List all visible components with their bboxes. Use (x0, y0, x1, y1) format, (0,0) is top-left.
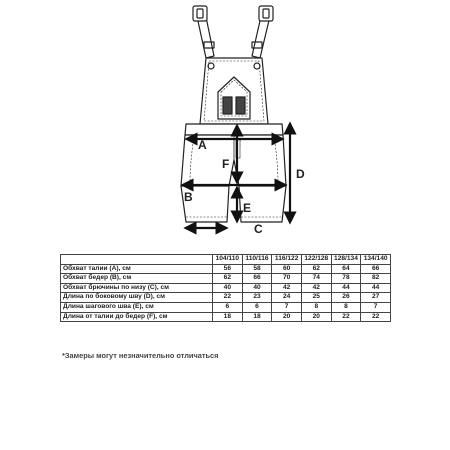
value-cell: 40 (242, 283, 272, 293)
value-cell: 42 (272, 283, 302, 293)
value-cell: 44 (331, 283, 361, 293)
value-cell: 62 (213, 274, 243, 284)
value-cell: 20 (301, 312, 331, 322)
label-f: F (222, 157, 230, 171)
size-table (60, 254, 391, 322)
label-d: D (296, 167, 305, 181)
value-cell: 24 (272, 293, 302, 303)
parameter-cell: Длина шагового шва (E), см (61, 302, 213, 312)
column-header-size: 104/110 (213, 255, 243, 265)
table-row (61, 283, 391, 293)
value-cell: 18 (242, 312, 272, 322)
value-cell: 7 (272, 302, 302, 312)
waistband (185, 124, 283, 135)
value-cell: 56 (213, 264, 243, 274)
table-row (61, 293, 391, 303)
value-cell: 66 (242, 274, 272, 284)
value-cell: 8 (301, 302, 331, 312)
value-cell: 60 (272, 264, 302, 274)
table-row (61, 274, 391, 284)
label-e: E (243, 201, 252, 215)
parameter-cell: Обхват бедер (В), см (61, 274, 213, 284)
overalls-drawing (181, 6, 286, 222)
value-cell: 23 (242, 293, 272, 303)
value-cell: 18 (213, 312, 243, 322)
value-cell: 7 (361, 302, 391, 312)
value-cell: 22 (213, 293, 243, 303)
value-cell: 66 (361, 264, 391, 274)
value-cell: 26 (331, 293, 361, 303)
value-cell: 82 (361, 274, 391, 284)
table-row (61, 302, 391, 312)
value-cell: 64 (331, 264, 361, 274)
column-header-size: 116/122 (272, 255, 302, 265)
value-cell: 40 (213, 283, 243, 293)
value-cell: 22 (331, 312, 361, 322)
parameter-cell: Длина от талии до бедер (F), см (61, 312, 213, 322)
table-row (61, 312, 391, 322)
parameter-cell: Длина по боковому шву (D), см (61, 293, 213, 303)
label-a: A (198, 138, 207, 152)
value-cell: 25 (301, 293, 331, 303)
shorts (181, 135, 286, 186)
table-body (61, 264, 391, 322)
left-buckle (193, 6, 207, 21)
value-cell: 20 (272, 312, 302, 322)
value-cell: 42 (301, 283, 331, 293)
value-cell: 58 (242, 264, 272, 274)
column-header-size: 128/134 (331, 255, 361, 265)
column-header-size: 134/140 (361, 255, 391, 265)
right-buckle (259, 6, 273, 21)
value-cell: 70 (272, 274, 302, 284)
value-cell: 44 (361, 283, 391, 293)
column-header-size: 122/128 (301, 255, 331, 265)
value-cell: 6 (213, 302, 243, 312)
table-row (61, 264, 391, 274)
parameter-cell: Обхват талии (А), см (61, 264, 213, 274)
value-cell: 6 (242, 302, 272, 312)
parameter-cell: Обхват брючины по низу (С), см (61, 283, 213, 293)
value-cell: 22 (361, 312, 391, 322)
table-header-row (61, 255, 391, 265)
value-cell: 27 (361, 293, 391, 303)
value-cell: 78 (331, 274, 361, 284)
value-cell: 8 (331, 302, 361, 312)
value-cell: 62 (301, 264, 331, 274)
column-header-param (61, 255, 213, 265)
value-cell: 74 (301, 274, 331, 284)
measurement-note: *Замеры могут незначительно отличаться (62, 351, 219, 360)
label-c: C (254, 222, 263, 236)
column-header-size: 110/116 (242, 255, 272, 265)
label-b: B (184, 190, 193, 204)
